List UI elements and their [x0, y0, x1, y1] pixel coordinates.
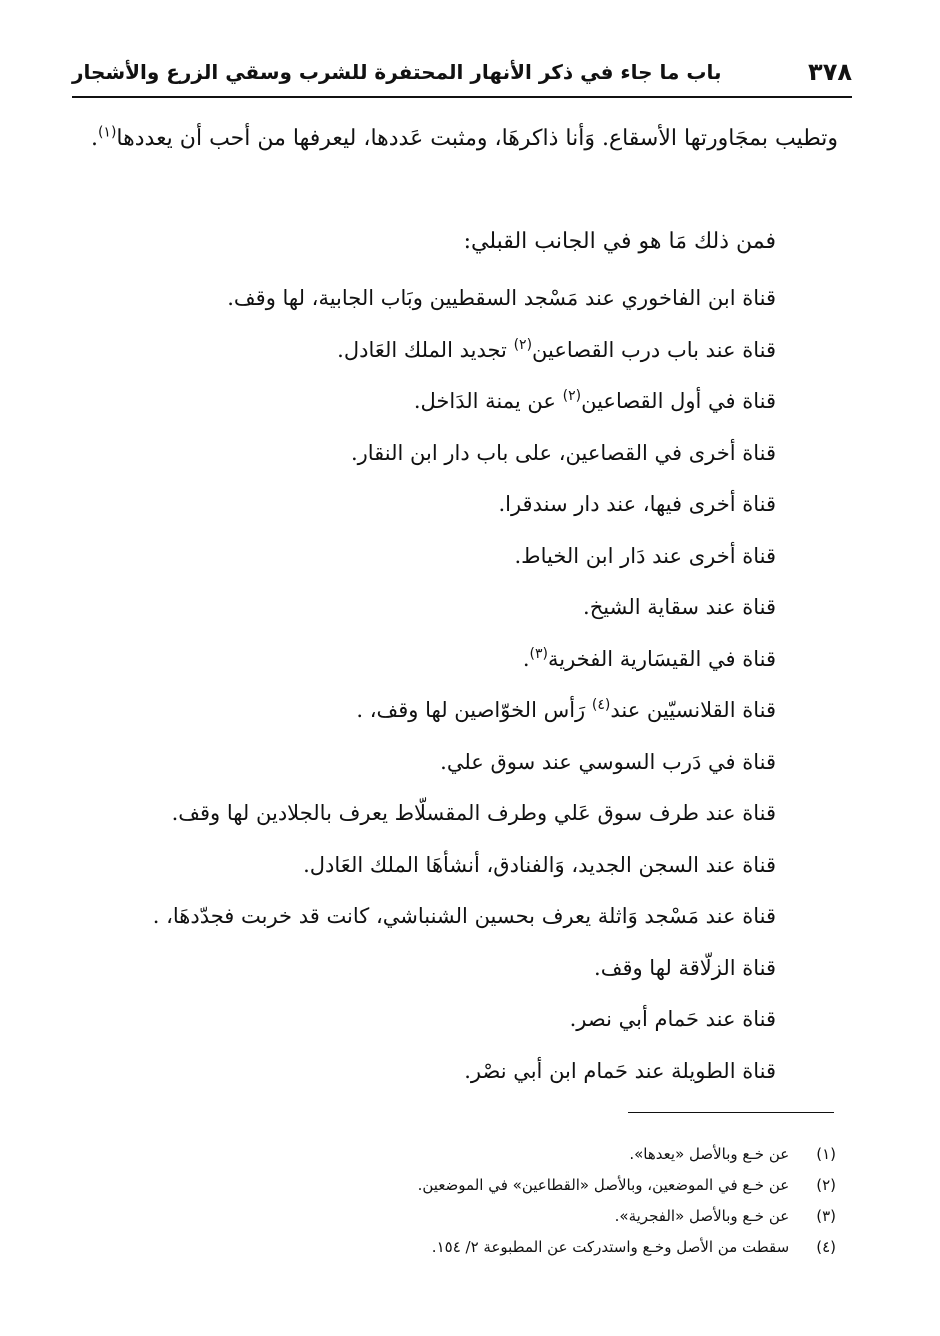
opening-paragraph — [78, 118, 838, 160]
item-text-tail: تجديد الملك العَادل. — [337, 337, 514, 362]
list-item — [100, 688, 776, 740]
footnotes — [300, 1140, 836, 1264]
header-rule — [72, 96, 852, 98]
page-header — [72, 58, 852, 94]
canal-list — [100, 276, 776, 1100]
item-text: قناة ابن الفاخوري عند مَسْجد السقطيين وبَاب الجابية، لها وقف. — [227, 286, 776, 310]
item-text-tail: . — [522, 646, 530, 671]
item-text: قناة في أول القصاعين — [581, 389, 776, 413]
item-text: قناة أخرى في القصاعين، على باب دار ابن النقار. — [350, 440, 776, 465]
list-item — [100, 740, 776, 792]
footnote-number: (٤) — [816, 1238, 836, 1256]
paragraph-end: . — [90, 126, 98, 151]
running-title: باب ما جاء في ذكر الأنهار المحتفرة للشرب وسقي الزرع والأشجار — [72, 60, 722, 84]
item-text: قناة عند طرف سوق عَلي وطرف المقسلّاط يعرف بالجلادين لها وقف. — [171, 801, 776, 825]
list-item — [100, 328, 776, 380]
item-text: قناة في دَرب السوسي عند سوق علي. — [440, 749, 776, 774]
item-text: قناة في القيسَارية الفخرية — [547, 646, 776, 671]
item-text: قناة أخرى عند دَار ابن الخياط. — [514, 543, 776, 568]
item-text: قناة الطويلة عند حَمام ابن أبي نصْر. — [464, 1058, 776, 1083]
footnote — [300, 1202, 836, 1233]
item-text: قناة عند باب درب القصاعين — [532, 337, 776, 362]
list-item — [100, 843, 776, 895]
footnote-text: عن خـع وبالأصل «يعدها». — [629, 1145, 790, 1163]
footnote-marker: (٢) — [562, 388, 582, 404]
list-item — [100, 534, 776, 586]
footnote-rule — [628, 1112, 834, 1113]
list-item — [100, 276, 776, 328]
footnote-marker: (٣) — [529, 645, 548, 662]
list-item — [100, 1049, 776, 1101]
footnote-text: عن خـع وبالأصل «الفجرية». — [614, 1207, 790, 1225]
list-item — [100, 482, 776, 534]
item-text: قناة عند حَمام أبي نصر. — [569, 1007, 776, 1031]
item-text: قناة عند مَسْجد وَاثلة يعرف بحسين الشنباشي، كانت قد خربت فجدّدهَا، . — [152, 904, 776, 928]
list-item — [100, 894, 776, 946]
list-item — [100, 585, 776, 637]
list-item — [100, 379, 776, 431]
footnote-marker: (٢) — [513, 336, 533, 353]
paragraph-text: وتطيب بمجَاورتها الأسقاع. وَأنا ذاكرهَا، ومثبت عَددها، ليعرفها من أحب أن يعددها — [116, 126, 838, 151]
section-intro: فمن ذلك مَا هو في الجانب القبلي: — [463, 229, 776, 254]
footnote-number: (٣) — [816, 1207, 836, 1225]
footnote — [300, 1171, 836, 1202]
item-text: قناة الزلّاقة لها وقف. — [594, 955, 776, 980]
footnote-marker: (١) — [97, 124, 117, 141]
page-number: ٣٧٨ — [808, 58, 852, 86]
footnote-number: (٢) — [816, 1176, 836, 1194]
footnote-marker: (٤) — [591, 697, 611, 713]
footnote-text: عن خـع في الموضعين، وبالأصل «القطاعين» في الموضعين. — [417, 1176, 790, 1194]
item-text-tail: رَأس الخوّاصين لها وقف، . — [356, 698, 592, 722]
opening-paragraph-text — [78, 118, 838, 160]
item-text: قناة أخرى فيها، عند دار سندقرا. — [498, 492, 776, 516]
item-text: قناة القلانسيّين عند — [610, 698, 776, 722]
list-item — [100, 431, 776, 483]
item-text: قناة عند السجن الجديد، وَالفنادق، أنشأهَا الملك العَادل. — [303, 852, 776, 877]
item-text-tail: عن يمنة الدَاخل. — [413, 389, 563, 413]
footnote-text: سقطت من الأصل وخـع واستدركت عن المطبوعة ٢/ ١٥٤. — [431, 1238, 790, 1256]
list-item — [100, 637, 776, 689]
footnote-number: (١) — [816, 1145, 836, 1163]
list-item — [100, 791, 776, 843]
list-item — [100, 946, 776, 998]
item-text: قناة عند سقاية الشيخ. — [583, 595, 776, 619]
list-item — [100, 997, 776, 1049]
footnote — [300, 1233, 836, 1264]
footnote — [300, 1140, 836, 1171]
